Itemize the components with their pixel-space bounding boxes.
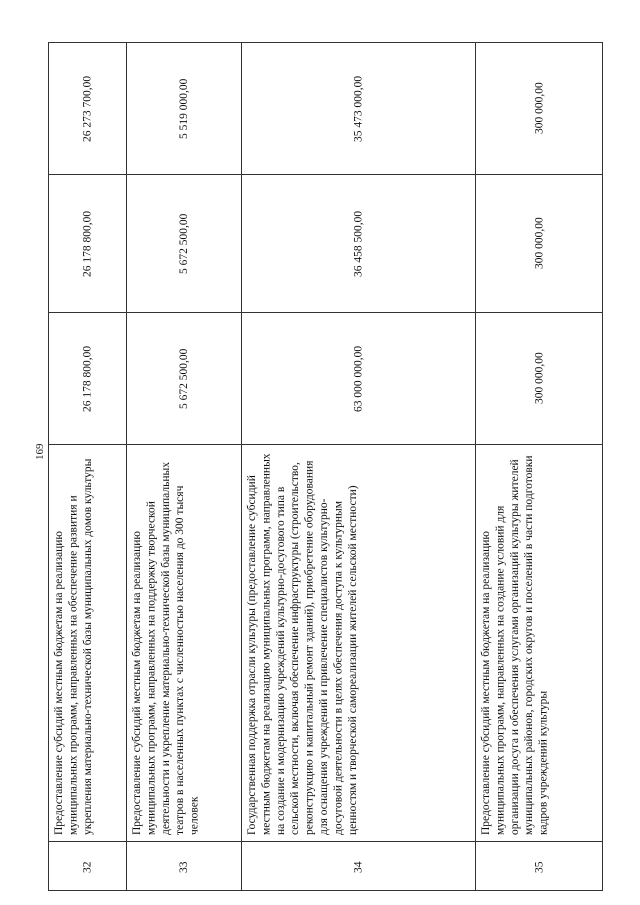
amount-value: 300 000,00 (533, 352, 546, 405)
number-cell (476, 841, 603, 892)
row-number: 32 (81, 861, 94, 873)
amount-cell (127, 43, 241, 174)
amount-cell (242, 174, 475, 312)
row-number: 34 (352, 861, 365, 873)
table-row (241, 43, 475, 890)
amount-value: 300 000,00 (533, 82, 546, 135)
amount-value: 26 273 700,00 (81, 75, 94, 142)
description-text: Предоставление субсидий местным бюджетам на реализацию муниципальных программ, направленных на обеспечение развития и укрепления материально-технической базы муниципальных домов культуры (53, 458, 94, 835)
amount-cell (49, 174, 126, 312)
number-cell (242, 841, 475, 892)
amount-value: 5 672 500,00 (177, 348, 190, 409)
amount-cell (242, 312, 475, 444)
description-cell (127, 444, 241, 841)
amount-cell (242, 43, 475, 174)
description-text: Предоставление субсидий местным бюджетам на реализацию муниципальных программ, направленных на создание условий для организации досуга и обеспечения услугами организаций культуры жителей муниципальных районов, городских округов и поселений в части подготовки кадров учреждений культуры (480, 455, 550, 835)
amount-cell (476, 43, 603, 174)
number-cell (127, 841, 241, 892)
amount-value: 26 178 800,00 (81, 210, 94, 277)
amount-value: 5 672 500,00 (177, 213, 190, 274)
row-number: 33 (177, 861, 190, 873)
row-number: 35 (533, 861, 546, 873)
amount-cell (127, 312, 241, 444)
description-cell (49, 444, 126, 841)
amount-cell (49, 312, 126, 444)
amount-cell (476, 312, 603, 444)
table-row (49, 43, 126, 890)
number-cell (49, 841, 126, 892)
amount-value: 5 519 000,00 (177, 78, 190, 139)
budget-table (48, 42, 603, 891)
amount-value: 36 458 500,00 (352, 210, 365, 277)
description-text: Предоставление субсидий местным бюджетам на реализацию муниципальных программ, направленных на поддержку творческой деятельности и укрепление материально-технической базы муниципальных театров в населенных пунктах с численностью населения до 300 тысяч человек (131, 462, 201, 835)
amount-cell (49, 43, 126, 174)
description-cell (242, 444, 475, 841)
page-number: 169 (34, 443, 46, 461)
amount-value: 300 000,00 (533, 217, 546, 270)
table-row (475, 43, 603, 890)
amount-value: 63 000 000,00 (352, 345, 365, 412)
amount-value: 35 473 000,00 (352, 75, 365, 142)
amount-cell (476, 174, 603, 312)
table-row (126, 43, 241, 890)
amount-cell (127, 174, 241, 312)
amount-value: 26 178 800,00 (81, 345, 94, 412)
description-cell (476, 444, 603, 841)
description-text: Государственная поддержка отрасли культуры (предоставление субсидий местным бюджетам на реализацию муниципальных программ, направленных на создание и модернизацию учреждений культурно-досугового типа в сельской местности, включая обеспечение инфраструктуры (строительство, реконструкцию и капитальный ремонт зданий), приобретение оборудования для оснащения учреждений и привлечение специалистов культурно-досуговой деятельности в целях обеспечения доступа к культурным ценностям и творческой самореализации жителей сельской местности) (246, 453, 359, 835)
